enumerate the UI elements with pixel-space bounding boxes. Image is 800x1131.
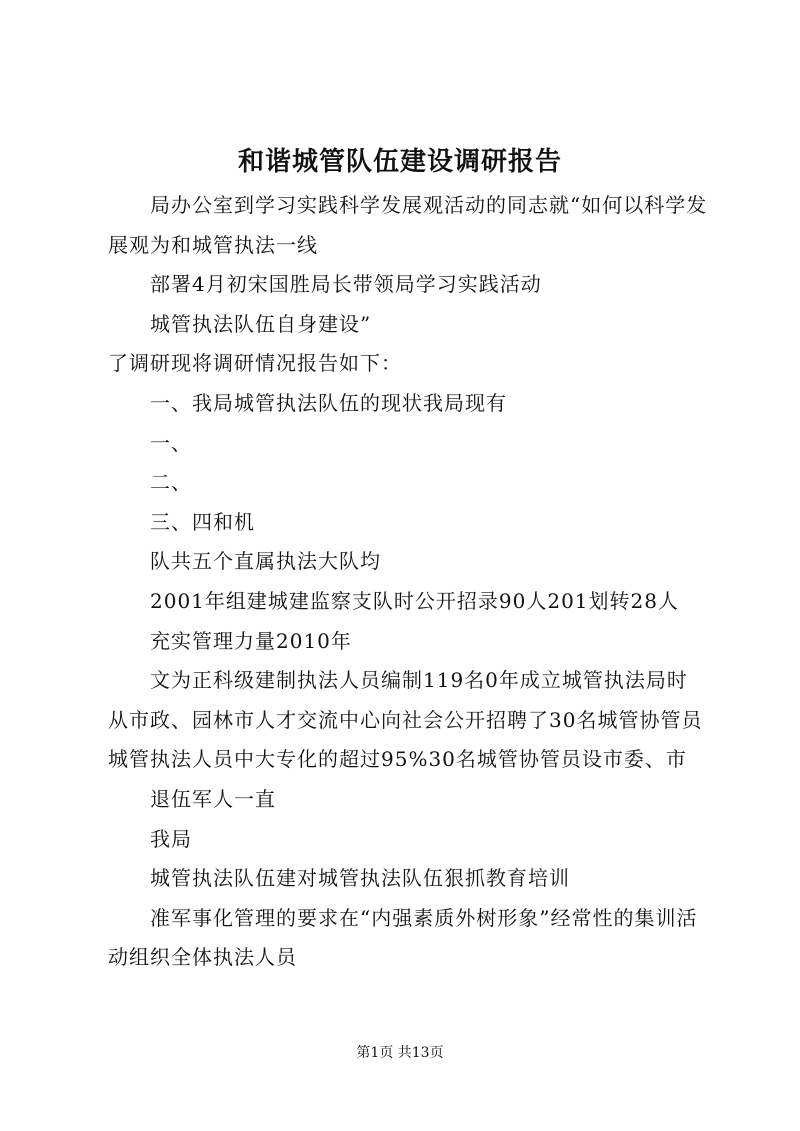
paragraph: 准军事化管理的要求在“内强素质外树形象”经常性的集训活动组织全体执法人员 [108, 905, 698, 970]
paragraph: 城管执法队伍自身建设” [150, 311, 372, 336]
paragraph: 队共五个直属执法大队均 [150, 549, 381, 574]
paragraph: 了调研现将调研情况报告如下： [108, 351, 402, 376]
paragraph: 充实管理力量2010年 [150, 628, 352, 653]
paragraph: 三、四和机 [150, 509, 255, 534]
paragraph: 文为正科级建制执法人员编制119名0年成立城管执法局时从市政、园林市人才交流中心向社会公开招聘了30名城管协管员城管执法人员中大专化的超过95%30名城管协管员设市委、市 [108, 668, 703, 772]
paragraph: 2001年组建城建监察支队时公开招录90人201划转28人 [150, 588, 679, 613]
paragraph: 局办公室到学习实践科学发展观活动的同志就“如何以科学发展观为和城管执法一线 [108, 193, 708, 257]
page-footer: 第1页 共13页 [356, 1045, 444, 1061]
paragraph: 城管执法队伍建对城管执法队伍狠抓教育培训 [150, 866, 570, 891]
paragraph: 一、我局城管执法队伍的现状我局现有 [150, 390, 507, 415]
paragraph: 二、 [150, 470, 192, 495]
paragraph: 一、 [150, 430, 192, 455]
paragraph: 部署4月初宋国胜局长带领局学习实践活动 [150, 272, 542, 297]
paragraph: 我局 [150, 826, 192, 851]
document-title: 和谐城管队伍建设调研报告 [237, 147, 562, 177]
document-body [108, 186, 708, 978]
paragraph: 退伍军人一直 [150, 786, 276, 811]
